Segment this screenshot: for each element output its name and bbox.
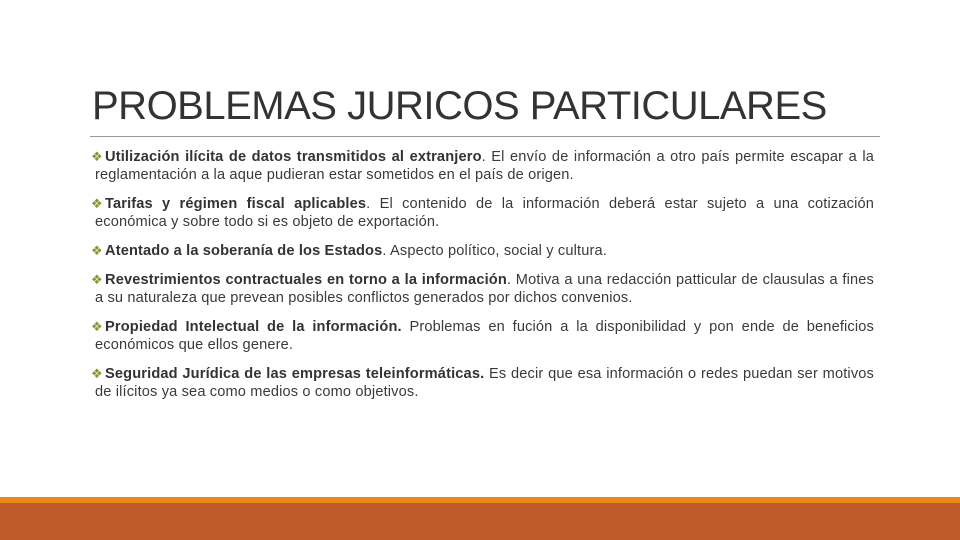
bullet-list: [90, 148, 874, 412]
bullet-heading: Revestrimientos contractuales en torno a la información: [105, 272, 507, 288]
bullet-item: [90, 271, 874, 307]
bullet-item: [90, 318, 874, 354]
bullet-item: [90, 242, 874, 260]
title-divider: [90, 136, 880, 137]
diamond-bullet-icon: ❖: [91, 272, 103, 287]
slide-title: PROBLEMAS JURICOS PARTICULARES: [92, 84, 827, 128]
bullet-heading: Tarifas y régimen fiscal aplicables: [105, 196, 367, 212]
bullet-item: [90, 148, 874, 184]
bullet-text: . El contenido de la información deberá estar sujeto a una cotización económica y sobre todo si es objeto de exportación.: [95, 196, 874, 230]
bullet-text: Es decir que esa información o redes puedan ser motivos de ilícitos ya sea como medios o como objetivos.: [95, 366, 874, 400]
diamond-bullet-icon: ❖: [91, 243, 103, 258]
bullet-heading: Seguridad Jurídica de las empresas teleinformáticas.: [105, 366, 485, 382]
bullet-item: [90, 195, 874, 231]
bullet-text: . Motiva a una redacción patticular de clausulas a fines a su naturaleza que prevean posibles conflictos generados por dichos convenios.: [95, 272, 874, 306]
footer-band: [0, 503, 960, 540]
diamond-bullet-icon: ❖: [91, 319, 103, 334]
bullet-text: . El envío de información a otro país permite escapar a la reglamentación a la aque pudieran estar sometidos en el país de origen.: [95, 149, 874, 183]
bullet-text: . Aspecto político, social y cultura.: [382, 243, 607, 259]
diamond-bullet-icon: ❖: [91, 149, 103, 164]
bullet-text: Problemas en fución a la disponibilidad y pon ende de beneficios económicos que ellos genere.: [95, 319, 874, 353]
diamond-bullet-icon: ❖: [91, 196, 103, 211]
bullet-heading: Atentado a la soberanía de los Estados: [105, 243, 383, 259]
bullet-item: [90, 365, 874, 401]
bullet-heading: Utilización ilícita de datos transmitidos al extranjero: [105, 149, 482, 165]
diamond-bullet-icon: ❖: [91, 366, 103, 381]
bullet-heading: Propiedad Intelectual de la información.: [105, 319, 402, 335]
